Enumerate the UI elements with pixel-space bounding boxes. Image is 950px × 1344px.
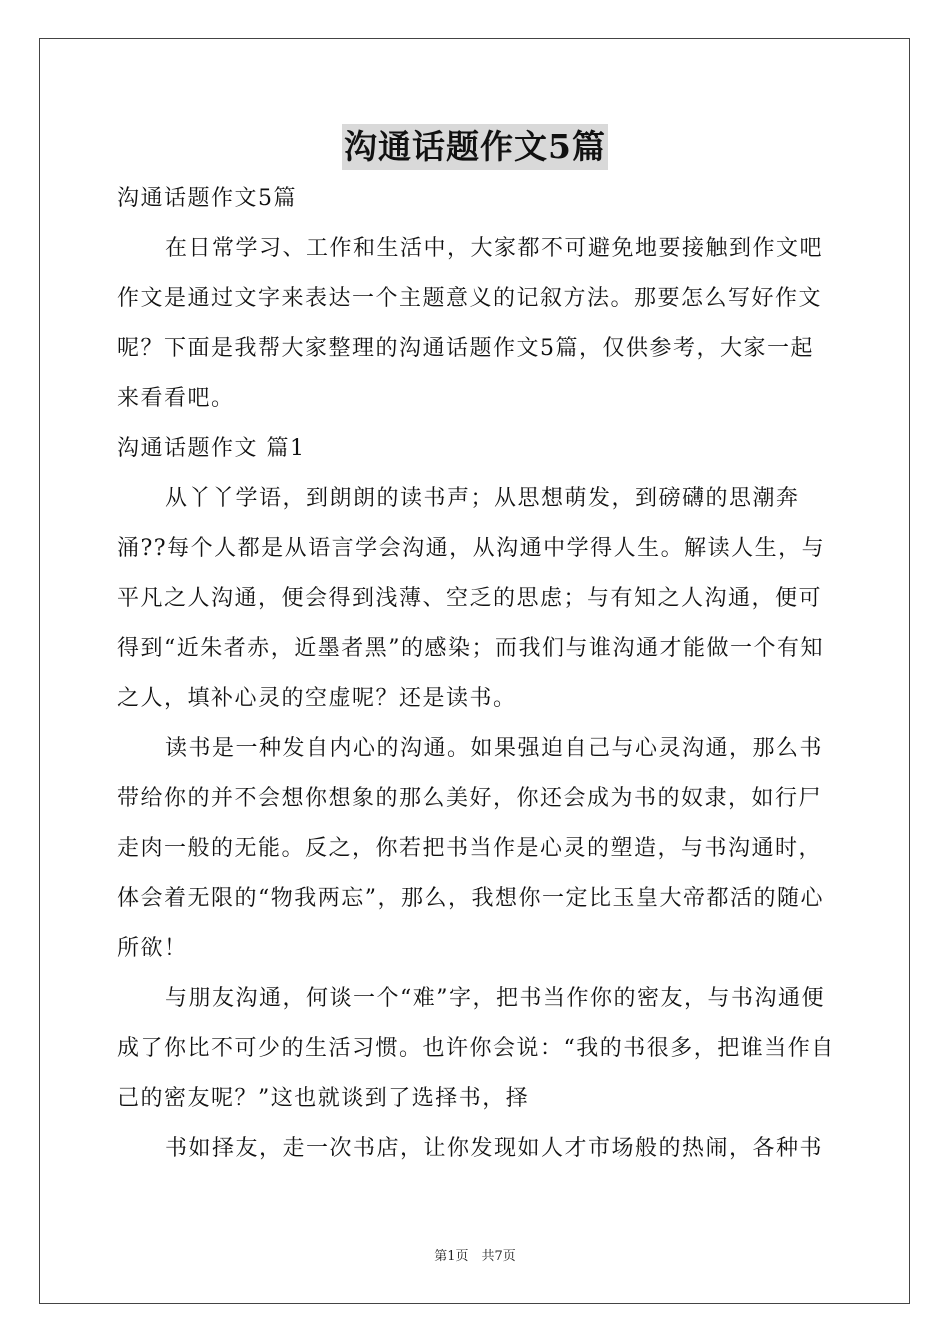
paragraph: 在日常学习、工作和生活中，大家都不可避免地要接触到作文吧作文是通过文字来表达一个主题意义的记叙方法。那要怎么写好作文呢？下面是我帮大家整理的沟通话题作文5篇，仅供参考，大家一起来看看吧。 [117,236,824,411]
paragraph: 沟通话题作文5篇 [117,186,297,211]
paragraph: 从丫丫学语，到朗朗的读书声；从思想萌发，到磅礴的思潮奔涌??每个人都是从语言学会沟通，从沟通中学得人生。解读人生，与平凡之人沟通，便会得到浅薄、空乏的思虑；与有知之人沟通，便可得到“近朱者赤，近墨者黑”的感染；而我们与谁沟通才能做一个有知之人，填补心灵的空虚呢？还是读书。 [117,486,826,711]
paragraph: 沟通话题作文 篇1 [117,436,306,461]
page-footer: 第1页 共7页 [434,1249,516,1264]
document-body [117,174,835,1174]
paragraph: 书如择友，走一次书店，让你发现如人才市场般的热闹，各种书 [165,1136,824,1161]
paragraph: 读书是一种发自内心的沟通。如果强迫自己与心灵沟通，那么书带给你的并不会想你想象的那么美好，你还会成为书的奴隶，如行尸走肉一般的无能。反之，你若把书当作是心灵的塑造，与书沟通时，体会着无限的“物我两忘”，那么，我想你一定比玉皇大帝都活的随心所欲！ [117,736,824,961]
paragraph: 与朋友沟通，何谈一个“难”字，把书当作你的密友，与书沟通便成了你比不可少的生活习惯。也许你会说：“我的书很多，把谁当作自己的密友呢？”这也就谈到了选择书，择 [117,986,835,1111]
title-container [0,124,950,170]
document-title: 沟通话题作文5篇 [342,124,608,170]
